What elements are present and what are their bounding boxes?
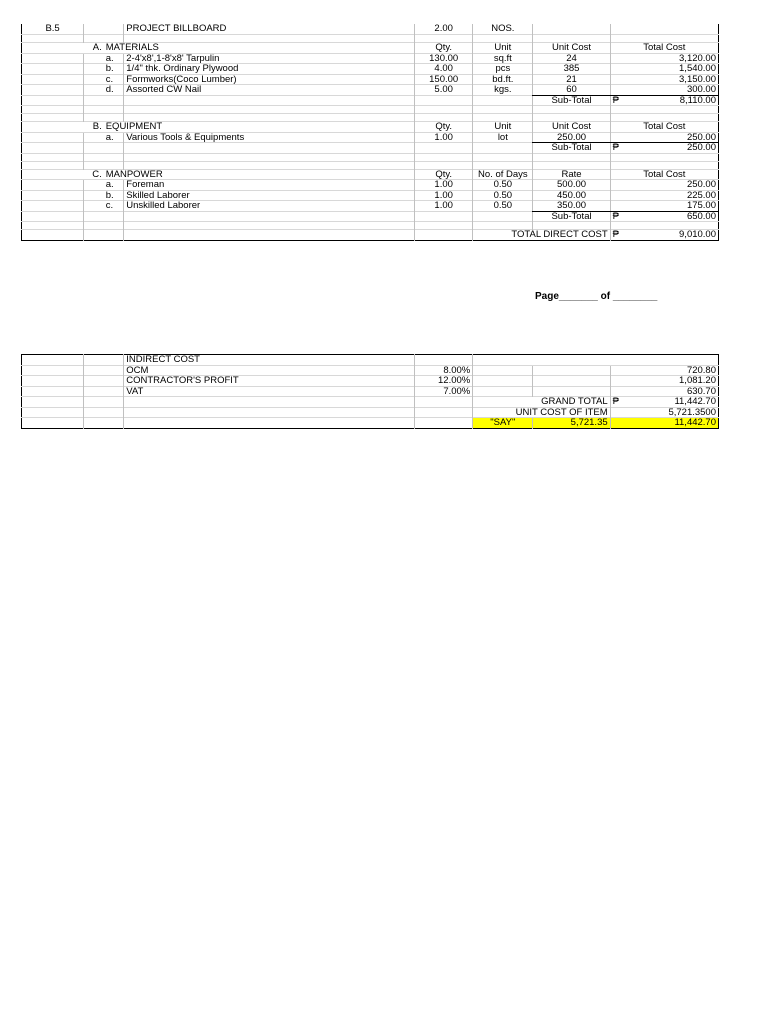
row-unit: pcs [473,64,533,75]
row-total: 3,120.00 [610,53,718,64]
indirect-value: 1,081.20 [610,376,718,387]
row-days: 0.50 [473,201,533,212]
unit-cost-row [22,407,719,418]
table-row [22,180,719,191]
direct-cost-table [21,24,719,241]
peso-sign: ₱ [612,229,619,240]
row-description: Various Tools & Equipments [124,132,415,143]
manpower-title: MANPOWER [104,169,415,180]
peso-sign: ₱ [612,142,619,153]
indirect-title-row [22,355,719,366]
unit-header: Unit [473,122,533,133]
row-unit: lot [473,132,533,143]
grand-total-cell [610,397,718,408]
subtotal-value: 250.00 [686,142,716,153]
grand-total-value: 11,442.70 [674,396,716,407]
unit-cost-header: Unit Cost [533,122,610,133]
total-direct-cost-value: 9,010.00 [679,229,716,240]
row-description: Assorted CW Nail [124,85,415,96]
table-row [22,190,719,201]
row-qty: 1.00 [415,180,473,191]
peso-sign: ₱ [612,95,619,106]
days-header: No. of Days [473,169,533,180]
total-direct-cost-cell [610,230,718,241]
project-unit: NOS. [473,24,533,35]
indirect-cost-title: INDIRECT COST [124,355,415,366]
grand-total-row [22,397,719,408]
table-row [22,53,719,64]
row-total: 225.00 [610,190,718,201]
unit-cost-value: 5,721.3500 [610,407,718,418]
row-qty: 130.00 [415,53,473,64]
unit-cost-header: Unit Cost [533,43,610,54]
table-row [22,132,719,143]
subtotal-label: Sub-Total [533,95,610,106]
row-id: c. [104,74,124,85]
subtotal-value-cell [610,143,718,154]
total-cost-header: Total Cost [610,169,718,180]
subtotal-value-cell [610,95,718,106]
row-total: 1,540.00 [610,64,718,75]
row-rate: 350.00 [533,201,610,212]
row-total: 175.00 [610,201,718,212]
table-row [22,376,719,387]
unit-header: Unit [473,43,533,54]
say-unit-value: 5,721.35 [533,418,610,429]
subtotal-label: Sub-Total [533,211,610,222]
materials-subtotal-row [22,95,719,106]
row-unit-cost: 24 [533,53,610,64]
row-id: c. [104,201,124,212]
qty-header: Qty. [415,43,473,54]
row-unit: kgs. [473,85,533,96]
row-id: b. [104,64,124,75]
row-qty: 150.00 [415,74,473,85]
equipment-header [22,122,719,133]
unit-cost-label: UNIT COST OF ITEM [473,407,610,418]
row-unit-cost: 385 [533,64,610,75]
indirect-label: CONTRACTOR'S PROFIT [124,376,415,387]
manpower-subtotal-row [22,211,719,222]
total-direct-cost-row [22,230,719,241]
indirect-percent: 7.00% [415,386,473,397]
page-number-label: Page_______ of ________ [535,291,658,302]
total-direct-cost-label: TOTAL DIRECT COST [473,230,610,241]
table-row [22,201,719,212]
row-unit: bd.ft. [473,74,533,85]
row-total: 300.00 [610,85,718,96]
indirect-value: 630.70 [610,386,718,397]
row-unit-cost: 250.00 [533,132,610,143]
manpower-letter: C. [84,169,104,180]
indirect-label: VAT [124,386,415,397]
peso-sign: ₱ [612,396,619,407]
table-row [22,74,719,85]
row-rate: 500.00 [533,180,610,191]
peso-sign: ₱ [612,211,619,222]
indirect-label: OCM [124,365,415,376]
table-row [22,85,719,96]
row-id: b. [104,190,124,201]
table-row [22,365,719,376]
project-qty: 2.00 [415,24,473,35]
row-id: a. [104,132,124,143]
item-number: B.5 [45,24,60,35]
row-description: 1/4" thk. Ordinary Plywood [124,64,415,75]
project-title: PROJECT BILLBOARD [124,24,415,35]
say-label: "SAY" [473,418,533,429]
row-qty: 1.00 [415,201,473,212]
row-id: a. [104,180,124,191]
equipment-subtotal-row [22,143,719,154]
project-row [22,24,719,35]
row-description: Formworks(Coco Lumber) [124,74,415,85]
total-cost-header: Total Cost [610,122,718,133]
indirect-cost-table [21,354,719,429]
row-total: 3,150.00 [610,74,718,85]
indirect-percent: 8.00% [415,365,473,376]
row-qty: 5.00 [415,85,473,96]
row-description: Foreman [124,180,415,191]
subtotal-value: 8,110.00 [679,95,716,106]
materials-header [22,43,719,54]
row-description: Skilled Laborer [124,190,415,201]
row-description: 2-4'x8',1-8'x8' Tarpulin [124,53,415,64]
table-row [22,64,719,75]
subtotal-value-cell [610,211,718,222]
say-row [22,418,719,429]
total-cost-header: Total Cost [610,43,718,54]
row-qty: 4.00 [415,64,473,75]
row-rate: 450.00 [533,190,610,201]
subtotal-value: 650.00 [686,211,716,222]
row-description: Unskilled Laborer [124,201,415,212]
materials-letter: A. [84,43,104,54]
rate-header: Rate [533,169,610,180]
row-qty: 1.00 [415,132,473,143]
materials-title: MATERIALS [104,43,415,54]
row-id: a. [104,53,124,64]
row-days: 0.50 [473,190,533,201]
qty-header: Qty. [415,169,473,180]
subtotal-label: Sub-Total [533,143,610,154]
row-days: 0.50 [473,180,533,191]
row-id: d. [104,85,124,96]
row-total: 250.00 [610,180,718,191]
equipment-letter: B. [84,122,104,133]
manpower-header [22,169,719,180]
say-total-value: 11,442.70 [610,418,718,429]
qty-header: Qty. [415,122,473,133]
row-unit-cost: 21 [533,74,610,85]
row-qty: 1.00 [415,190,473,201]
row-unit-cost: 60 [533,85,610,96]
indirect-value: 720.80 [610,365,718,376]
row-unit: sq.ft [473,53,533,64]
equipment-title: EQUIPMENT [104,122,415,133]
grand-total-label: GRAND TOTAL [473,397,610,408]
table-row [22,386,719,397]
indirect-percent: 12.00% [415,376,473,387]
row-total: 250.00 [610,132,718,143]
